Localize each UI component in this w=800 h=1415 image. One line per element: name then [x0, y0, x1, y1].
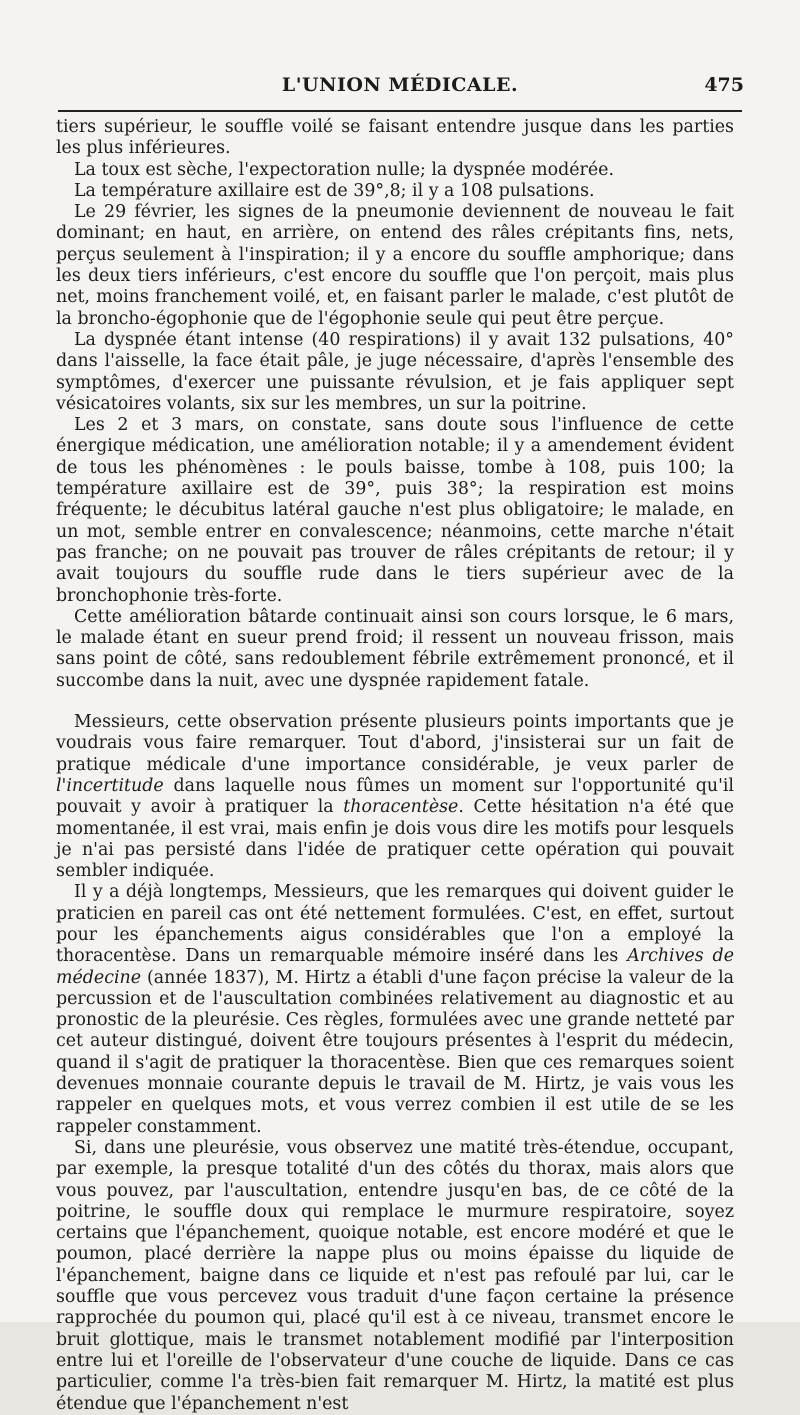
paragraph-dyspnee: La dyspnée étant intense (40 respirations) il y avait 132 pulsations, 40° dans l'aisselle, la face était pâle, je juge nécessaire, d'après l'ensemble des symptômes, d'exercer une puissante révulsion, et je fais appliquer sept vésicatoires volants, six sur les membres, un sur la poitrine. — [56, 329, 734, 414]
text-segment: Il y a déjà longtemps, Messieurs, que les remarques qui doivent guider le praticien en pareil cas ont été nettement formulées. C'est, en effet, surtout pour les épanchements aigus considérables que l'on a employé la thoracentèse. Dans un remarquable mémoire inséré dans les — [56, 882, 734, 967]
paragraph-6-mars: Cette amélioration bâtarde continuait ainsi son cours lorsque, le 6 mars, le malade étant en sueur prend froid; il ressent un nouveau frisson, mais sans point de côté, sans redoublement fébrile extrêmement prononcé, et il succombe dans la nuit, avec une dyspnée rapidement fatale. — [56, 606, 734, 691]
text-segment: (année 1837), M. Hirtz a établi d'une façon précise la valeur de la percussion et de l'auscultation combinées relativement au diagnostic et au pronostic de la pleurésie. Ces règles, formulées avec une grande netteté par cet auteur distingué, doivent être toujours présentes à l'esprit du médecin, quand il s'agit de pratiquer la thoracentèse. Bien que ces remarques soient devenues monnaie courante depuis le travail de M. Hirtz, je vais vous les rappeler en quelques mots, et vous verrez combien il est utile de se les rappeler constamment. — [56, 967, 734, 1137]
running-title: L'UNION MÉDICALE. — [281, 74, 519, 96]
paragraph-2-3-mars: Les 2 et 3 mars, on constate, sans doute sous l'influence de cette énergique médication, une amélioration notable; il y a amendement évident de tous les phénomènes : le pouls baisse, tombe à 108, puis 100; la température axillaire est de 39°, puis 38°; la respiration est moins fréquente; le décubitus latéral gauche n'est plus obligatoire; le malade, en un mot, semble entrer en convalescence; néanmoins, cette marche n'était pas franche; on ne pouvait pas trouver de râles crépitants de retour; il y avait toujours du souffle rude dans le tiers supérieur avec de la bronchophonie très-forte. — [56, 415, 734, 606]
paragraph-temperature: La température axillaire est de 39°,8; il y a 108 pulsations. — [74, 180, 595, 201]
italic-thoracentese: thoracentèse — [343, 797, 459, 818]
text-segment: Messieurs, cette observation présente plusieurs points importants que je voudrais vous faire remarquer. Tout d'abord, j'insisterai sur un fait de pratique médicale d'une importance considérable, je veux parler de — [56, 712, 734, 775]
text-segment: . Cette hésitation n'a été que momentanée, il est vrai, mais enfin je dois vous dire les motifs pour lesquels je n'ai pas persisté dans l'idée de pratiquer cette opération qui pouvait sembler indiquée. — [56, 797, 734, 882]
paragraph-continuation: tiers supérieur, le souffle voilé se faisant entendre jusque dans les parties les plus inférieures. — [56, 117, 734, 159]
paragraph-29-fevrier: Le 29 février, les signes de la pneumonie deviennent de nouveau le fait dominant; en haut, en arrière, on entend des râles crépitants fins, nets, perçus seulement à l'inspiration; il y a encore du souffle amphorique; dans les deux tiers inférieurs, c'est encore du souffle que l'on perçoit, mais plus net, moins franchement voilé, et, en faisant parler le malade, c'est plutôt de la broncho-égophonie que de l'égophonie seule qui peut être perçue. — [56, 202, 734, 329]
page-header — [0, 74, 800, 104]
paragraph-toux: La toux est sèche, l'expectoration nulle; la dyspnée modérée. — [74, 159, 614, 180]
paragraph-messieurs-observation — [56, 712, 734, 882]
paragraph-hirtz — [56, 882, 734, 1138]
italic-archives-de-medecine: Archives de médecine — [56, 946, 734, 988]
header-rule — [58, 110, 742, 112]
page-number: 475 — [704, 74, 744, 96]
page-body — [56, 117, 734, 1415]
text-segment: dans laquelle nous fûmes un moment sur l'opportunité qu'il pouvait y avoir à pratiquer la — [56, 775, 734, 818]
italic-incertitude: l'incertitude — [56, 775, 164, 796]
paragraph-pleuresie-matite: Si, dans une pleurésie, vous observez une matité très-étendue, occupant, par exemple, la presque totalité d'un des côtés du thorax, mais alors que vous pouvez, par l'auscultation, entendre jusqu'en bas, de ce côté de la poitrine, le souffle doux qui remplace le murmure respiratoire, soyez certains que l'épanchement, quoique notable, est encore modéré et que le poumon, placé derrière la nappe plus ou moins épaisse du liquide de l'épanchement, baigne dans ce liquide et n'est pas refoulé par lui, car le souffle que vous percevez vous traduit d'une façon certaine la présence rapprochée du poumon qui, placé qu'il est à ce niveau, transmet encore le bruit glottique, mais le transmet notablement modifié par l'interposition entre lui et l'oreille de l'observateur d'une couche de liquide. Dans ce cas particulier, comme l'a très-bien fait remarquer M. Hirtz, la matité est plus étendue que l'épanchement n'est — [56, 1137, 734, 1414]
